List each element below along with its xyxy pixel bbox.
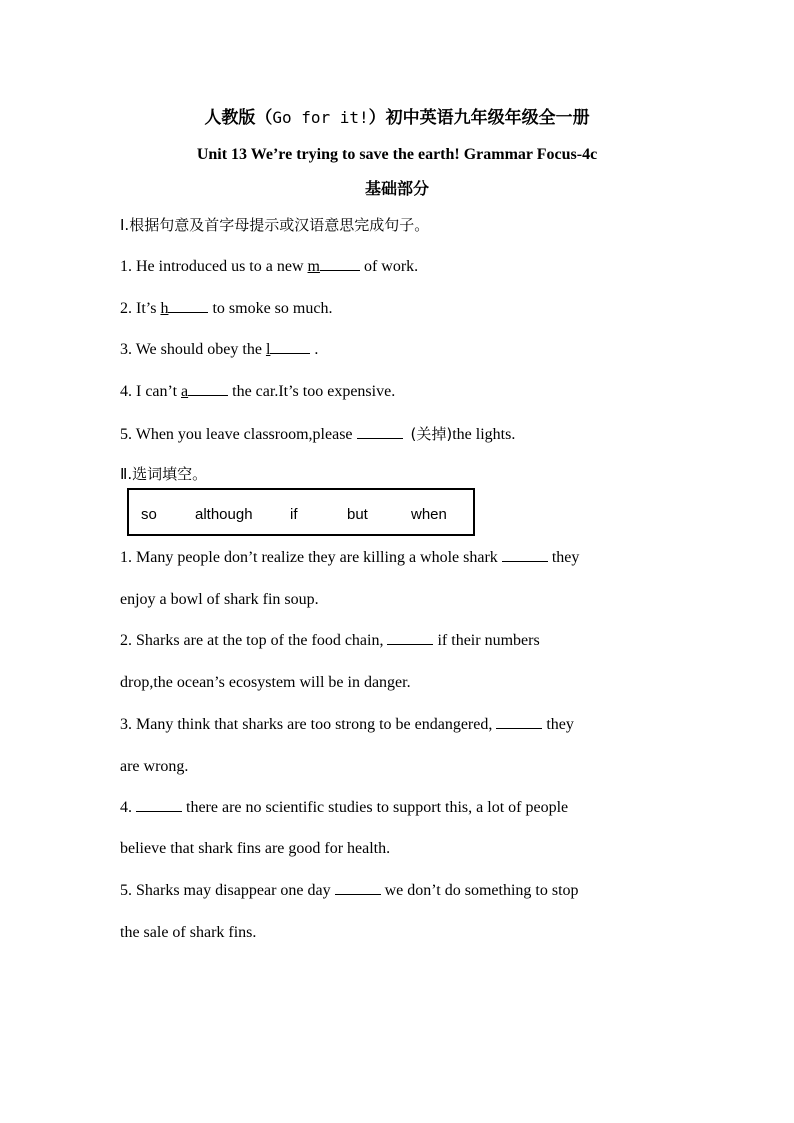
part2-question-1-line-1: 1. Many people don’t realize they are killing a whole shark they <box>120 549 580 566</box>
part2-question-3-line-2: are wrong. <box>120 758 189 775</box>
part2-question-2-line-1: 2. Sharks are at the top of the food chain, if their numbers <box>120 632 540 649</box>
part1-question-5: 5. When you leave classroom,please (关掉)the lights. <box>120 425 516 443</box>
chinese-hint: (关掉) <box>410 425 453 443</box>
word-bank-item: so <box>141 506 157 523</box>
part1-heading: Ⅰ.根据句意及首字母提示或汉语意思完成句子。 <box>120 216 430 234</box>
word-bank-item: if <box>290 506 298 523</box>
answer-blank[interactable] <box>136 797 182 812</box>
document-title <box>0 106 794 130</box>
answer-blank[interactable] <box>188 381 228 396</box>
part2-question-4-line-2: believe that shark fins are good for health. <box>120 840 391 857</box>
hint-letter: a <box>181 383 189 400</box>
hint-letter: l <box>265 341 271 358</box>
unit-subtitle: Unit 13 We’re trying to save the earth! Grammar Focus-4c <box>196 146 598 163</box>
part1-question-1: 1. He introduced us to a new m of work. <box>120 258 419 275</box>
part2-question-5-line-1: 5. Sharks may disappear one day we don’t do something to stop <box>120 882 579 899</box>
answer-blank[interactable] <box>357 424 403 439</box>
word-bank-item: although <box>195 506 253 523</box>
part2-question-2-line-2: drop,the ocean’s ecosystem will be in danger. <box>120 674 411 691</box>
answer-blank[interactable] <box>502 547 548 562</box>
part2-question-5-line-2: the sale of shark fins. <box>120 924 257 941</box>
title-prefix: 人教版（ <box>204 108 273 128</box>
answer-blank[interactable] <box>387 630 433 645</box>
word-bank-item: but <box>347 506 368 523</box>
answer-blank[interactable] <box>496 714 542 729</box>
hint-letter: h <box>160 300 169 317</box>
part2-question-4-line-1: 4. there are no scientific studies to support this, a lot of people <box>120 799 569 816</box>
title-suffix: ）初中英语九年级年级全一册 <box>368 108 590 128</box>
part1-question-4: 4. I can’t a the car.It’s too expensive. <box>120 383 396 400</box>
section-title: 基础部分 <box>364 179 429 198</box>
title-series: Go for it! <box>272 108 369 127</box>
part2-heading: Ⅱ.选词填空。 <box>120 465 208 483</box>
part2-question-3-line-1: 3. Many think that sharks are too strong to be endangered, they <box>120 716 574 733</box>
hint-letter: m <box>307 258 320 275</box>
answer-blank[interactable] <box>168 298 208 313</box>
part1-question-2: 2. It’s h to smoke so much. <box>120 300 333 317</box>
word-bank-box <box>127 488 475 536</box>
answer-blank[interactable] <box>335 880 381 895</box>
answer-blank[interactable] <box>320 256 360 271</box>
part2-question-1-line-2: enjoy a bowl of shark fin soup. <box>120 591 319 608</box>
answer-blank[interactable] <box>270 339 310 354</box>
word-bank-item: when <box>411 506 447 523</box>
part1-question-3: 3. We should obey the l . <box>120 341 319 358</box>
